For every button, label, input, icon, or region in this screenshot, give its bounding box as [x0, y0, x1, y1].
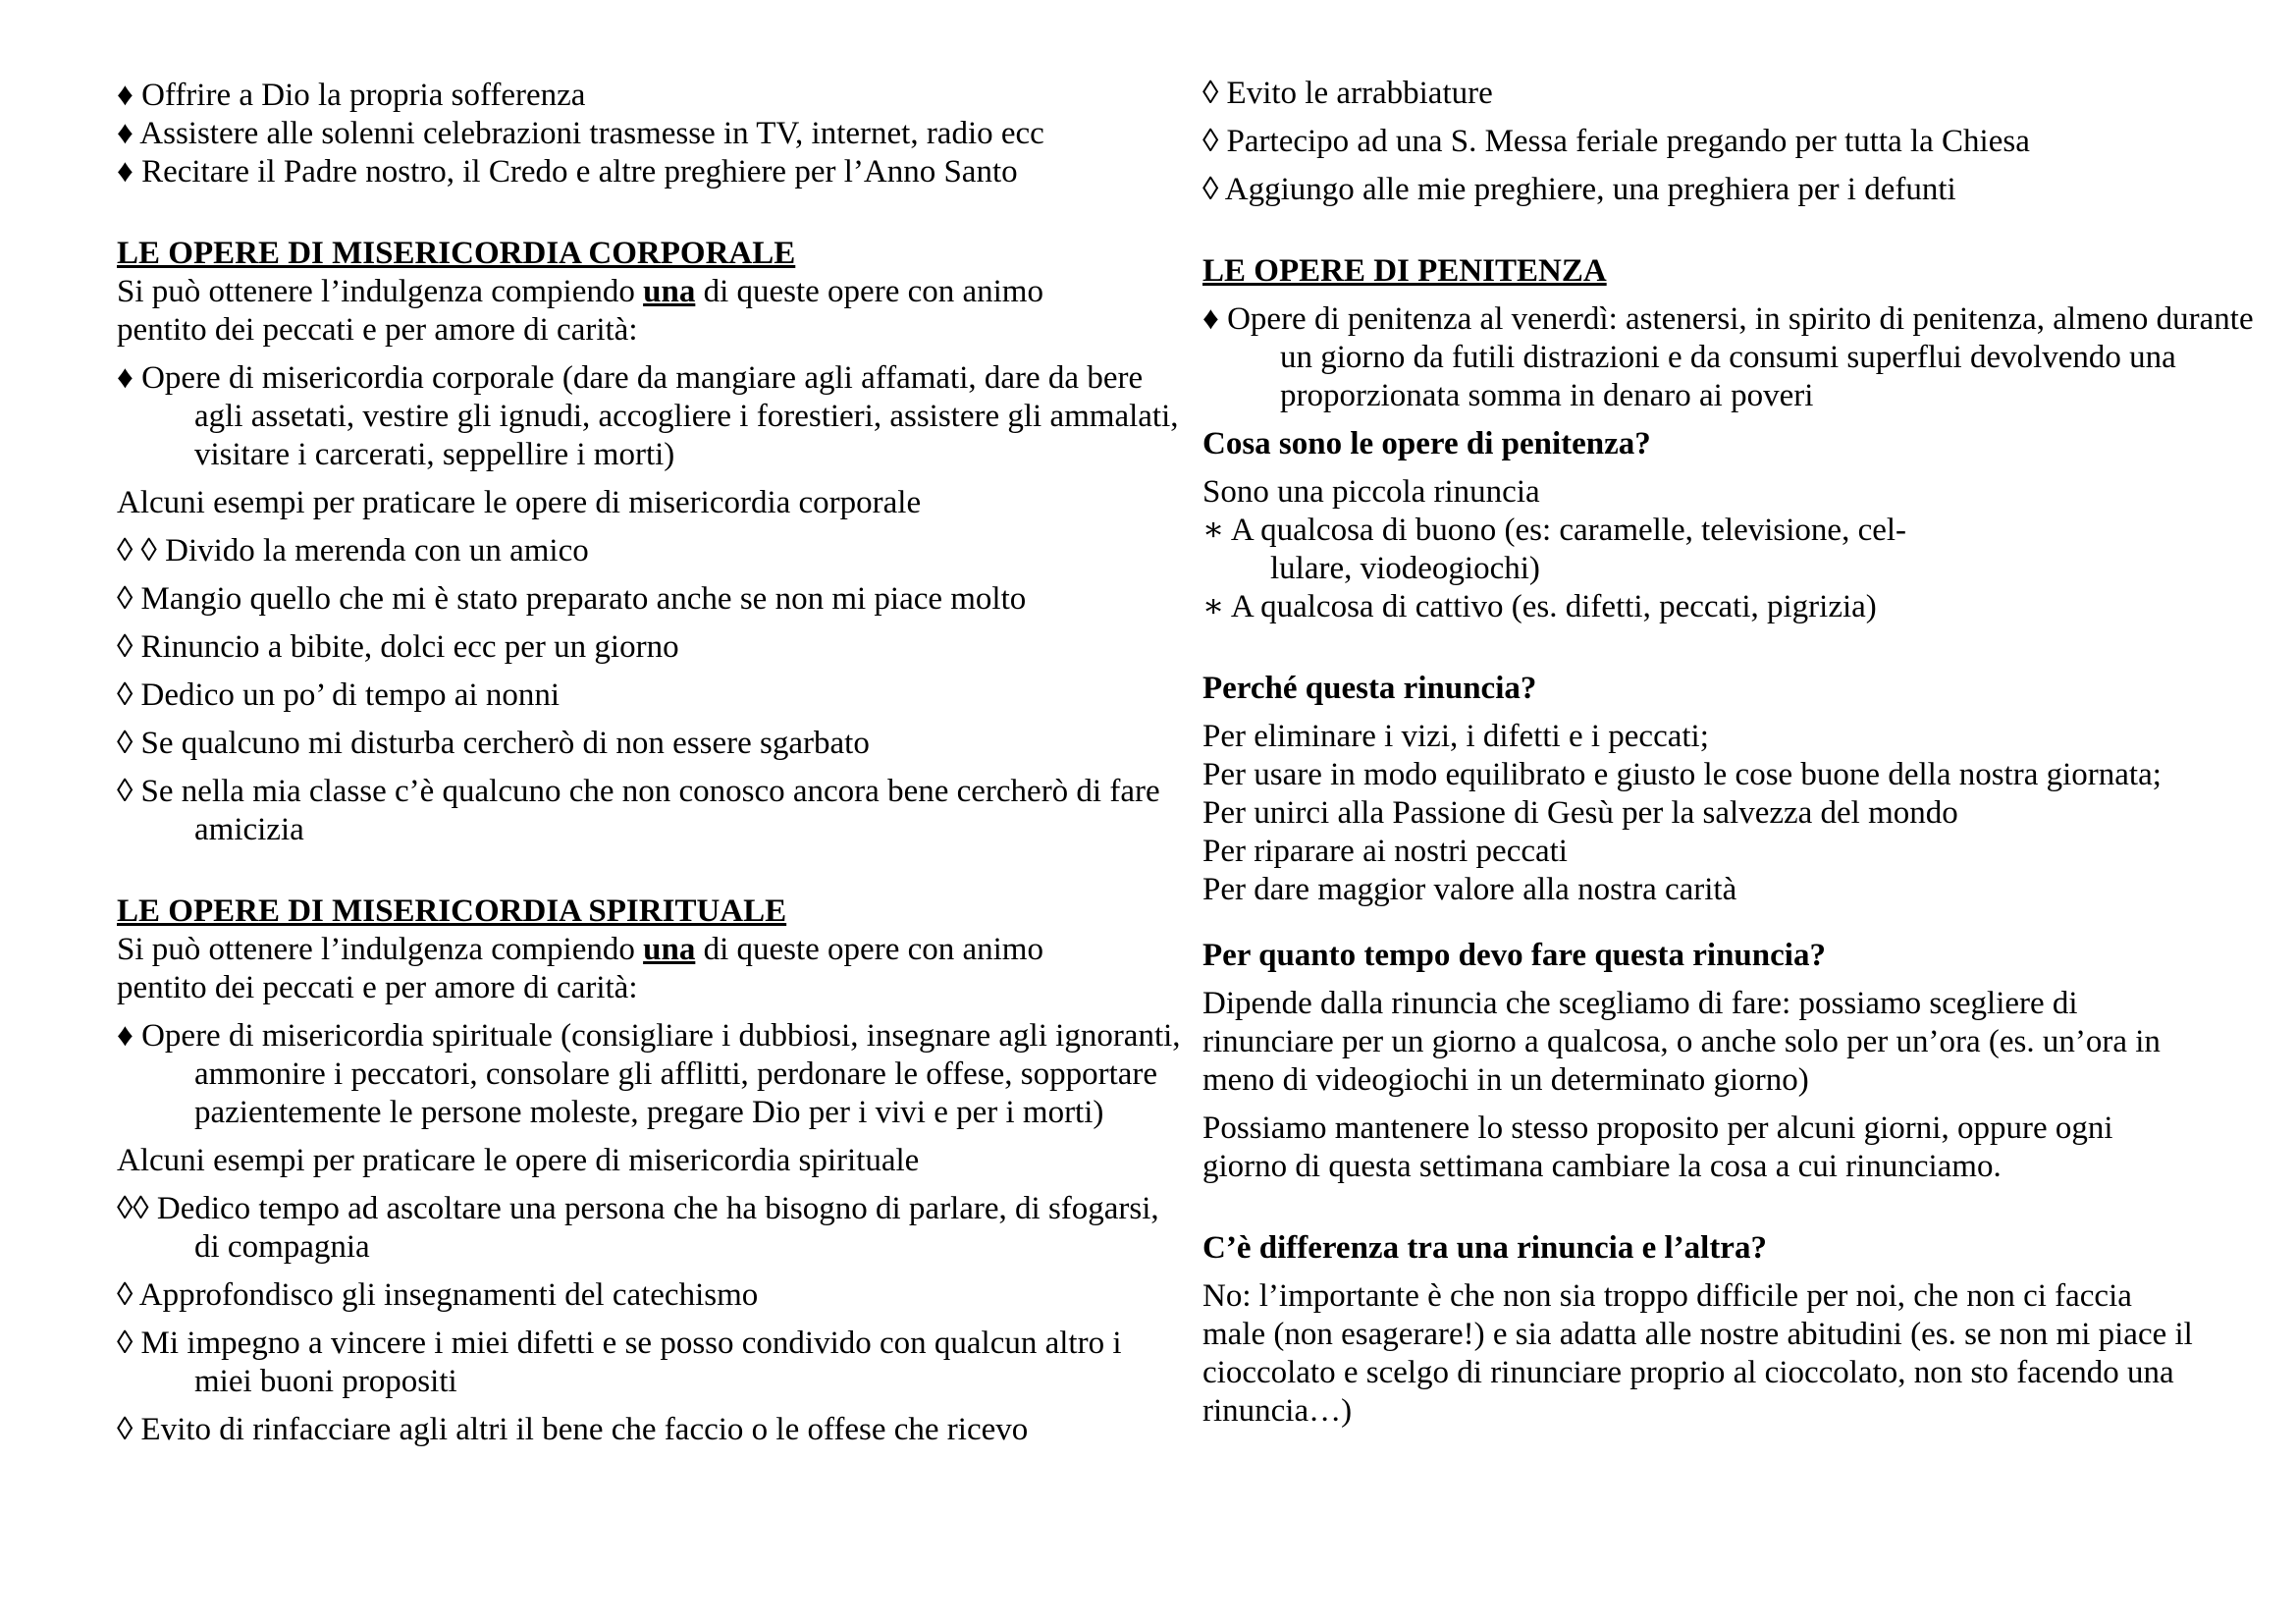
intro-corporale-after: di queste opere con animo pentito dei peccati e per amore di carità: — [117, 274, 1043, 348]
example-spirituale-3: ◊ Mi impegno a vincere i miei difetti e se posso condivido con qualcun altro i miei buoni propositi — [117, 1326, 1122, 1399]
bullet-penitenza: ♦ Opere di penitenza al venerdì: astenersi, in spirito di penitenza, almeno durante un giorno da futili distrazioni e da consumi superflui devolvendo una proporzionata somma in denaro ai poveri — [1202, 301, 2254, 413]
example-corporale-4: ◊ Dedico un po’ di tempo ai nonni — [117, 677, 561, 713]
example-spirituale-1: ◊◊ Dedico tempo ad ascoltare una persona che ha bisogno di parlare, di sfogarsi, di compagnia — [117, 1191, 1159, 1265]
example-corporale-1: ◊ ◊ Divido la merenda con un amico — [117, 533, 589, 568]
question-differenza: C’è differenza tra una rinuncia e l’altra? — [1202, 1230, 1767, 1266]
left-column — [117, 77, 1181, 1449]
intro-spirituale-before: Si può ottenere l’indulgenza compiendo — [117, 932, 644, 967]
answer-stesso-proposito: Possiamo mantenere lo stesso proposito per alcuni giorni, oppure ogni giorno di questa settimana cambiare la cosa a cui rinunciamo. — [1202, 1110, 2113, 1184]
example-spirituale-2: ◊ Approfondisco gli insegnamenti del catechismo — [117, 1277, 759, 1313]
reason-3: Per unirci alla Passione di Gesù per la salvezza del mondo — [1202, 795, 1958, 831]
intro-corporale — [117, 273, 1098, 350]
intro-spirituale — [117, 931, 1098, 1007]
item-arrabbiature: ◊ Evito le arrabbiature — [1202, 76, 1493, 111]
question-perche: Perché questa rinuncia? — [1202, 671, 1537, 706]
reason-5: Per dare maggior valore alla nostra carità — [1202, 872, 1737, 907]
reason-1: Per eliminare i vizi, i difetti e i peccati; — [1202, 719, 1709, 754]
reason-4: Per riparare ai nostri peccati — [1202, 834, 1568, 869]
question-cosa-sono: Cosa sono le opere di penitenza? — [1202, 426, 1651, 461]
example-corporale-2: ◊ Mangio quello che mi è stato preparato anche se non mi piace molto — [117, 581, 1027, 617]
examples-title-spirituale: Alcuni esempi per praticare le opere di misericordia spirituale — [117, 1143, 920, 1178]
intro-spirituale-after: di queste opere con animo pentito dei peccati e per amore di carità: — [117, 932, 1043, 1005]
heading-penitenza: LE OPERE DI PENITENZA — [1202, 253, 1607, 289]
item-messa: ◊ Partecipo ad una S. Messa feriale pregando per tutta la Chiesa — [1202, 124, 2030, 159]
bullet-recitare: ♦ Recitare il Padre nostro, il Credo e altre preghiere per l’Anno Santo — [117, 154, 1018, 189]
answer-quanto-tempo: Dipende dalla rinuncia che scegliamo di fare: possiamo scegliere di rinunciare per un giorno a qualcosa, o anche solo per un’ora (es. un’ora in meno di videogiochi in un determinato giorno) — [1202, 986, 2161, 1098]
bullet-offrire: ♦ Offrire a Dio la propria sofferenza — [117, 78, 586, 113]
heading-corporale: LE OPERE DI MISERICORDIA CORPORALE — [117, 236, 796, 271]
item-defunti: ◊ Aggiungo alle mie preghiere, una preghiera per i defunti — [1202, 172, 1956, 207]
heading-spirituale: LE OPERE DI MISERICORDIA SPIRITUALE — [117, 893, 787, 929]
intro-spirituale-bold: una — [643, 932, 696, 967]
answer-differenza: No: l’importante è che non sia troppo difficile per noi, che non ci faccia male (non esagerare!) e sia adatta alle nostre abitudini (es. se non mi piace il cioccolato e scelgo di rinunciare proprio al cioccolato, non sto facendo una rinuncia…) — [1202, 1278, 2193, 1429]
answer-piccola-rinuncia: Sono una piccola rinuncia — [1202, 474, 1540, 510]
answer-buono: ∗ A qualcosa di buono (es: caramelle, televisione, cel-lulare, viodeogiochi) — [1202, 513, 1907, 586]
bullet-spirituale: ♦ Opere di misericordia spirituale (consigliare i dubbiosi, insegnare agli ignoranti, ammonire i peccatori, consolare gli afflitti, perdonare le offese, sopportare pazientemente le persone moleste, pregare Dio per i vivi e per i morti) — [117, 1018, 1181, 1130]
example-corporale-3: ◊ Rinuncio a bibite, dolci ecc per un giorno — [117, 629, 679, 665]
intro-corporale-bold: una — [643, 274, 696, 309]
example-corporale-5: ◊ Se qualcuno mi disturba cercherò di non essere sgarbato — [117, 726, 870, 761]
question-quanto-tempo: Per quanto tempo devo fare questa rinuncia? — [1202, 938, 1826, 973]
bullet-corporale: ♦ Opere di misericordia corporale (dare da mangiare agli affamati, dare da bere agli assetati, vestire gli ignudi, accogliere i forestieri, assistere gli ammalati, visitare i carcerati, seppellire i morti) — [117, 360, 1179, 472]
intro-corporale-before: Si può ottenere l’indulgenza compiendo — [117, 274, 644, 309]
examples-title-corporale: Alcuni esempi per praticare le opere di misericordia corporale — [117, 485, 922, 520]
example-spirituale-4: ◊ Evito di rinfacciare agli altri il bene che faccio o le offese che ricevo — [117, 1412, 1029, 1447]
answer-cattivo: ∗ A qualcosa di cattivo (es. difetti, peccati, pigrizia) — [1202, 589, 1877, 624]
bullet-assistere: ♦ Assistere alle solenni celebrazioni trasmesse in TV, internet, radio ecc — [117, 116, 1044, 151]
right-column — [1202, 75, 2254, 1431]
example-corporale-6: ◊ Se nella mia classe c’è qualcuno che non conosco ancora bene cercherò di fare amicizia — [117, 774, 1160, 847]
reason-2: Per usare in modo equilibrato e giusto le cose buone della nostra giornata; — [1202, 757, 2162, 792]
